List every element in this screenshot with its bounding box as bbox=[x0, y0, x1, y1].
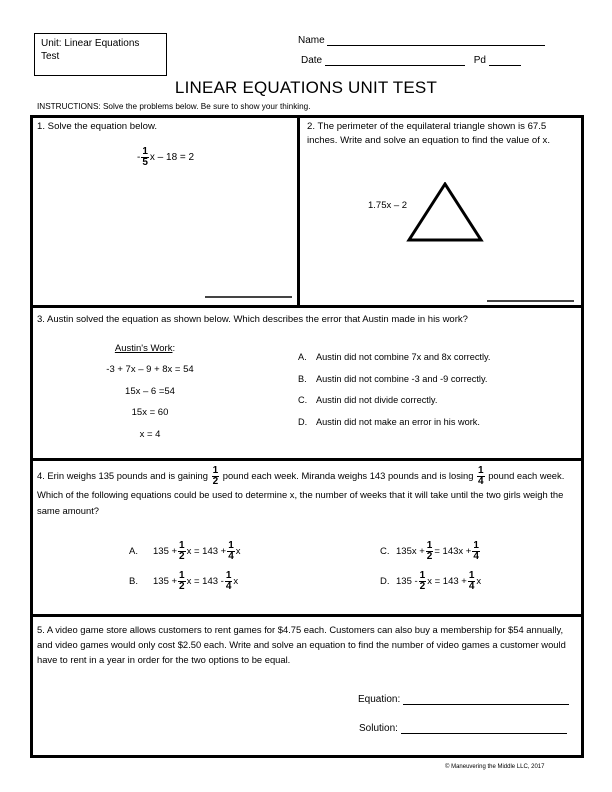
divider-q3-q4 bbox=[30, 458, 584, 461]
q3-choice-b[interactable] bbox=[298, 374, 487, 384]
date-line[interactable] bbox=[325, 55, 465, 66]
choice-text: Austin did not divide correctly. bbox=[316, 395, 438, 405]
fraction bbox=[178, 571, 186, 592]
frac-den: 4 bbox=[468, 581, 475, 592]
period-line[interactable] bbox=[489, 55, 521, 66]
eq-part: x = 143 + bbox=[186, 546, 227, 557]
eq-part: 135 + bbox=[153, 546, 178, 557]
eq-part: x bbox=[476, 576, 482, 587]
q2-prompt: 2. The perimeter of the equilateral triangle shown is 67.5 inches. Write and solve an equation to find the value of x. bbox=[307, 121, 551, 146]
choice-letter: C. bbox=[298, 395, 308, 405]
frac-num: 1 bbox=[212, 465, 219, 476]
choice-letter: D. bbox=[298, 417, 308, 427]
q3-choice-d[interactable] bbox=[298, 417, 480, 427]
q2-side-label: 1.75x – 2 bbox=[368, 200, 408, 211]
frac-num: 1 bbox=[142, 146, 148, 157]
q1-prompt: 1. Solve the equation below. bbox=[37, 121, 158, 132]
q3-work-title bbox=[90, 343, 200, 354]
frac-den: 4 bbox=[225, 581, 232, 592]
frac-num: 1 bbox=[225, 570, 232, 581]
q3-prompt: 3. Austin solved the equation as shown below. Which describes the error that Austin made in his work? bbox=[37, 314, 468, 325]
q3-step-1: -3 + 7x – 9 + 8x = 54 bbox=[106, 364, 194, 375]
eq-part: x = 143 - bbox=[186, 576, 224, 587]
eq-part: = 143x + bbox=[434, 546, 472, 557]
unit-label-box bbox=[34, 33, 167, 76]
q1-equation bbox=[137, 147, 194, 168]
frac-num: 1 bbox=[179, 570, 185, 581]
frac-num: 1 bbox=[419, 570, 426, 581]
frac-num: 1 bbox=[179, 540, 185, 551]
frac-den: 2 bbox=[179, 581, 185, 592]
equation-line[interactable] bbox=[403, 694, 569, 705]
eq-part: 135 - bbox=[396, 576, 418, 587]
frac-den: 2 bbox=[212, 476, 219, 487]
equation-label: Equation: bbox=[358, 694, 401, 705]
frac-num: 1 bbox=[473, 540, 479, 551]
q1-answer-line[interactable] bbox=[205, 296, 292, 298]
frac-den: 2 bbox=[179, 551, 185, 562]
work-colon: : bbox=[172, 343, 176, 354]
eq-part: x bbox=[235, 546, 241, 557]
choice-letter: B. bbox=[298, 374, 307, 384]
q4-choice-c[interactable] bbox=[380, 541, 481, 562]
q4-frac-half bbox=[212, 466, 220, 487]
q3-choice-c[interactable] bbox=[298, 395, 437, 405]
fraction bbox=[419, 571, 427, 592]
q4-prompt bbox=[37, 466, 577, 519]
fraction bbox=[468, 571, 476, 592]
copyright-footer: © Maneuvering the Middle LLC, 2017 bbox=[445, 764, 545, 770]
q4-choice-b[interactable] bbox=[129, 571, 238, 592]
q4-prompt-a: 4. Erin weighs 135 pounds and is gaining bbox=[37, 469, 208, 481]
choice-letter: C. bbox=[380, 546, 390, 557]
q4-frac-quarter bbox=[477, 466, 485, 487]
fraction bbox=[426, 541, 434, 562]
frac-num: 1 bbox=[478, 465, 484, 476]
fraction bbox=[225, 571, 233, 592]
fraction bbox=[227, 541, 235, 562]
frac-den: 2 bbox=[419, 581, 426, 592]
frac-den: 4 bbox=[478, 476, 484, 487]
divider-q2-q3 bbox=[30, 305, 584, 308]
frac-num: 1 bbox=[468, 570, 475, 581]
q4-choice-a[interactable] bbox=[129, 541, 241, 562]
equation-field[interactable] bbox=[358, 694, 569, 705]
choice-letter: B. bbox=[129, 576, 138, 587]
eq-part: x = 143 + bbox=[427, 576, 467, 587]
work-title: Austin's Work bbox=[114, 343, 173, 354]
q2-answer-line[interactable] bbox=[487, 300, 574, 302]
eq-part: 135 + bbox=[153, 576, 178, 587]
page-title: LINEAR EQUATIONS UNIT TEST bbox=[174, 78, 438, 97]
frac-num: 1 bbox=[228, 540, 234, 551]
q5-prompt: 5. A video game store allows customers to rent games for $4.75 each. Customers can also buy a membership for $54 annually, and video games would only cost $2.50 each. Write and solve an equation to find the number of video games a customer would have to rent in a year in order for the two options to be equal. bbox=[37, 624, 566, 665]
date-field[interactable] bbox=[301, 55, 521, 66]
q3-choice-a[interactable] bbox=[298, 352, 490, 362]
solution-label: Solution: bbox=[359, 723, 398, 734]
eq-part: 135x + bbox=[396, 546, 425, 557]
solution-line[interactable] bbox=[401, 723, 567, 734]
frac-num: 1 bbox=[426, 540, 433, 551]
q4-prompt-c: pound each week. Which of the following equations could be used to determine x, the number of weeks that it will take until the two girls weigh the same amount? bbox=[37, 469, 565, 516]
frac-den: 4 bbox=[473, 551, 479, 562]
frac-den: 2 bbox=[426, 551, 433, 562]
divider-q1-q2 bbox=[297, 115, 300, 308]
instructions: INSTRUCTIONS: Solve the problems below. Be sure to show your thinking. bbox=[37, 102, 311, 111]
period-label: Pd bbox=[473, 55, 486, 66]
eq-part: x bbox=[233, 576, 239, 587]
divider-q4-q5 bbox=[30, 614, 584, 617]
choice-text: Austin did not combine 7x and 8x correctly. bbox=[316, 352, 491, 362]
unit-label: Unit: Linear Equations Test bbox=[41, 38, 140, 62]
q1-eq-rest: x – 18 = 2 bbox=[149, 152, 195, 163]
q1-sign: - bbox=[137, 152, 141, 163]
q3-step-3: 15x = 60 bbox=[131, 407, 169, 418]
choice-letter: D. bbox=[380, 576, 390, 587]
solution-field[interactable] bbox=[359, 723, 567, 734]
name-label: Name bbox=[298, 35, 325, 46]
date-label: Date bbox=[301, 55, 323, 66]
q4-prompt-b: pound each week. Miranda weighs 143 pounds and is losing bbox=[222, 469, 474, 481]
fraction bbox=[178, 541, 186, 562]
q3-step-2: 15x – 6 =54 bbox=[125, 386, 175, 397]
frac-den: 5 bbox=[142, 157, 148, 168]
fraction bbox=[472, 541, 480, 562]
q1-fraction bbox=[141, 147, 149, 168]
choice-text: Austin did not combine -3 and -9 correctly. bbox=[316, 374, 488, 384]
name-line[interactable] bbox=[327, 35, 545, 46]
name-field[interactable] bbox=[298, 35, 545, 46]
q3-step-4: x = 4 bbox=[139, 429, 161, 440]
frac-den: 4 bbox=[228, 551, 234, 562]
q4-choice-d[interactable] bbox=[380, 571, 481, 592]
choice-letter: A. bbox=[298, 352, 307, 362]
choice-letter: A. bbox=[129, 546, 138, 557]
choice-text: Austin did not make an error in his work. bbox=[316, 417, 480, 427]
equilateral-triangle-icon bbox=[405, 182, 485, 244]
